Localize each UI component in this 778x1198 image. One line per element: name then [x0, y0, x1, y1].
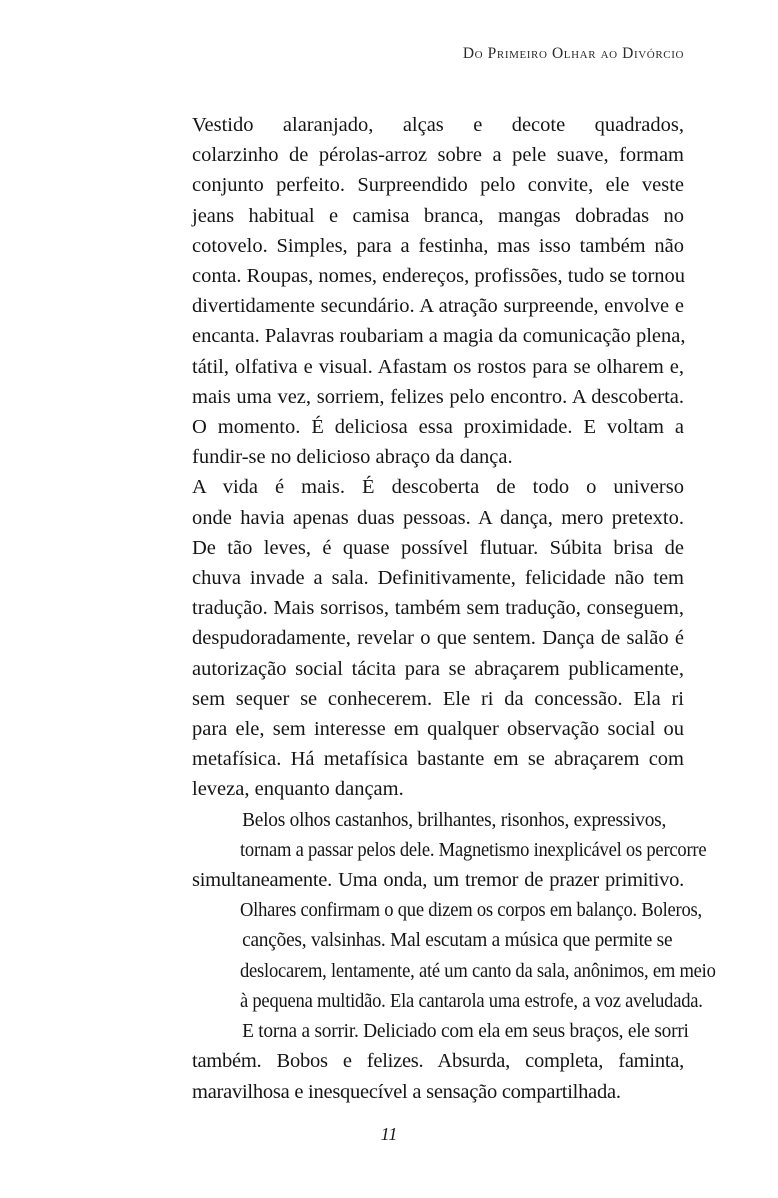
text-line: simultaneamente. Uma onda, um tremor de prazer primitivo.: [192, 869, 684, 892]
running-header: Do Primeiro Olhar ao Divórcio: [462, 45, 684, 62]
text-line: tradução. Mais sorrisos, também sem tradução, conseguem,: [192, 597, 684, 620]
text-line: tátil, olfativa e visual. Afastam os rostos para se olharem e,: [192, 355, 684, 378]
text-line: jeans habitual e camisa branca, mangas dobradas no: [192, 204, 684, 227]
paragraph-2: [139, 472, 684, 804]
text-line: divertidamente secundário. A atração surpreende, envolve e: [192, 295, 684, 318]
text-line: também. Bobos e felizes. Absurda, completa, faminta,: [192, 1050, 684, 1073]
text-line-glyphs: E torna a sorrir. Deliciado com ela em seus braços, ele sorri: [242, 1020, 689, 1043]
text-line: O momento. É deliciosa essa proximidade. E voltam a: [192, 416, 684, 439]
text-line: sem sequer se conhecerem. Ele ri da concessão. Ela ri: [192, 687, 684, 710]
text-line: metafísica. Há metafísica bastante em se abraçarem com: [192, 748, 684, 771]
text-line-glyphs: Belos olhos castanhos, brilhantes, risonhos, expressivos,: [242, 808, 667, 831]
text-line: [139, 986, 703, 1016]
text-line: [139, 805, 684, 835]
text-line: despudoradamente, revelar o que sentem. Dança de salão é: [192, 627, 684, 650]
text-line: [139, 925, 684, 955]
text-line: conta. Roupas, nomes, endereços, profissões, tudo se tornou: [192, 265, 686, 288]
body-text-block: [139, 110, 716, 1107]
text-line: para ele, sem interesse em qualquer observação social ou: [192, 718, 684, 741]
text-line-glyphs: tornam a passar pelos dele. Magnetismo inexplicável os percorre: [239, 838, 707, 861]
text-line-glyphs: Olhares confirmam o que dizem os corpos em balanço. Boleros,: [239, 899, 702, 922]
text-line: onde havia apenas duas pessoas. A dança, mero pretexto.: [192, 506, 684, 529]
text-line: mais uma vez, sorriem, felizes pelo encontro. A descoberta.: [192, 385, 684, 408]
text-line: chuva invade a sala. Definitivamente, felicidade não tem: [192, 567, 684, 590]
text-line: [139, 895, 702, 925]
text-line: cotovelo. Simples, para a festinha, mas isso também não: [192, 234, 684, 257]
text-line: Vestido alaranjado, alças e decote quadrados,: [192, 114, 684, 136]
text-line-glyphs: deslocarem, lentamente, até um canto da sala, anônimos, em meio: [239, 959, 716, 982]
text-line-glyphs: canções, valsinhas. Mal escutam a música que permite se: [242, 929, 673, 952]
text-line: [139, 956, 716, 986]
page-number: 11: [380, 1124, 398, 1144]
text-line: maravilhosa e inesquecível a sensação compartilhada.: [192, 1080, 621, 1103]
text-line: encanta. Palavras roubariam a magia da comunicação plena,: [192, 325, 686, 348]
text-line: fundir-se no delicioso abraço da dança.: [192, 446, 513, 469]
text-line: A vida é mais. É descoberta de todo o universo: [192, 476, 684, 499]
text-line: De tão leves, é quase possível flutuar. Súbita brisa de: [192, 536, 684, 559]
text-line: autorização social tácita para se abraçarem publicamente,: [192, 657, 684, 680]
text-line: [139, 835, 707, 865]
paragraph-1: [139, 110, 684, 472]
paragraph-3: [139, 805, 716, 1107]
text-line: leveza, enquanto dançam.: [192, 778, 404, 801]
text-line: colarzinho de pérolas-arroz sobre a pele suave, formam: [192, 144, 684, 167]
text-line: conjunto perfeito. Surpreendido pelo convite, ele veste: [192, 174, 684, 197]
text-line: [139, 1016, 689, 1046]
text-line-glyphs: à pequena multidão. Ela cantarola uma estrofe, a voz aveludada.: [239, 989, 703, 1012]
